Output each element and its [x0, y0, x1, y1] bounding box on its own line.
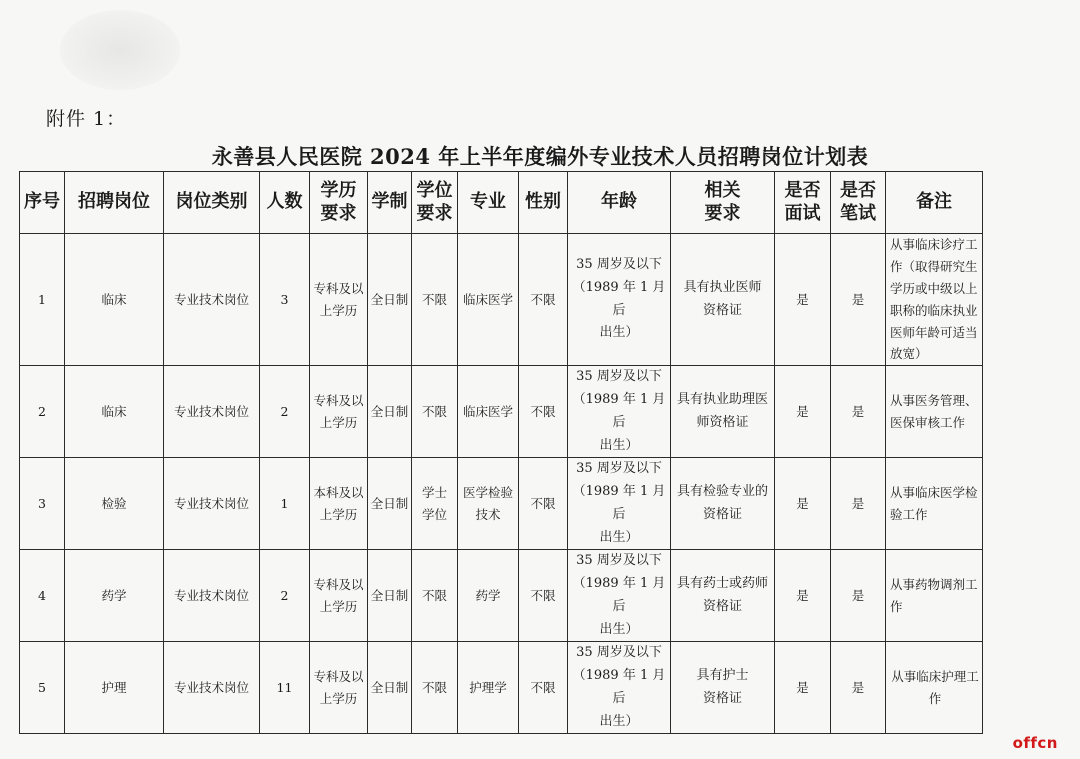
cell-exam: 是 — [831, 234, 886, 366]
header-note: 备注 — [886, 172, 983, 234]
cell-interview: 是 — [775, 234, 831, 366]
cell-gender: 不限 — [519, 234, 568, 366]
cell-qualification: 具有药士或药师 资格证 — [671, 550, 775, 642]
cell-gender: 不限 — [519, 550, 568, 642]
header-interview: 是否 面试 — [775, 172, 831, 234]
table-row — [20, 366, 983, 458]
cell-category: 专业技术岗位 — [164, 366, 260, 458]
cell-note: 从事临床诊疗工作（取得研究生学历或中级以上职称的临床执业医师年龄可适当放宽） — [886, 234, 983, 366]
cell-position: 检验 — [65, 458, 164, 550]
cell-category: 专业技术岗位 — [164, 234, 260, 366]
cell-gender: 不限 — [519, 642, 568, 734]
cell-major: 医学检验 技术 — [458, 458, 519, 550]
cell-note: 从事药物调剂工作 — [886, 550, 983, 642]
cell-major: 临床医学 — [458, 366, 519, 458]
cell-education: 专科及以 上学历 — [310, 366, 368, 458]
cell-position: 药学 — [65, 550, 164, 642]
cell-age: 35 周岁及以下 （1989 年 1 月后 出生） — [568, 642, 671, 734]
cell-seq: 5 — [20, 642, 65, 734]
header-major: 专业 — [458, 172, 519, 234]
cell-degree: 不限 — [412, 550, 458, 642]
header-system: 学制 — [368, 172, 412, 234]
cell-education: 本科及以 上学历 — [310, 458, 368, 550]
cell-degree: 不限 — [412, 234, 458, 366]
cell-age: 35 周岁及以下 （1989 年 1 月后 出生） — [568, 366, 671, 458]
cell-count: 1 — [260, 458, 310, 550]
cell-exam: 是 — [831, 366, 886, 458]
cell-degree: 不限 — [412, 642, 458, 734]
header-exam: 是否 笔试 — [831, 172, 886, 234]
header-qualification: 相关 要求 — [671, 172, 775, 234]
cell-interview: 是 — [775, 366, 831, 458]
table-row — [20, 550, 983, 642]
header-position: 招聘岗位 — [65, 172, 164, 234]
cell-seq: 2 — [20, 366, 65, 458]
document-title: 永善县人民医院 2024 年上半年度编外专业技术人员招聘岗位计划表 — [211, 144, 869, 169]
cell-system: 全日制 — [368, 642, 412, 734]
cell-degree: 学士 学位 — [412, 458, 458, 550]
table-row — [20, 234, 983, 366]
cell-qualification: 具有执业助理医 师资格证 — [671, 366, 775, 458]
cell-count: 2 — [260, 366, 310, 458]
cell-system: 全日制 — [368, 366, 412, 458]
cell-interview: 是 — [775, 458, 831, 550]
cell-system: 全日制 — [368, 550, 412, 642]
cell-position: 临床 — [65, 366, 164, 458]
cell-major: 临床医学 — [458, 234, 519, 366]
cell-exam: 是 — [831, 550, 886, 642]
cell-system: 全日制 — [368, 234, 412, 366]
cell-system: 全日制 — [368, 458, 412, 550]
cell-education: 专科及以 上学历 — [310, 642, 368, 734]
table-row — [20, 458, 983, 550]
table-row — [20, 642, 983, 734]
cell-age: 35 周岁及以下 （1989 年 1 月后 出生） — [568, 458, 671, 550]
cell-note: 从事临床医学检验工作 — [886, 458, 983, 550]
cell-age: 35 周岁及以下 （1989 年 1 月后 出生） — [568, 550, 671, 642]
cell-position: 临床 — [65, 234, 164, 366]
recruitment-plan-table — [19, 171, 983, 734]
cell-category: 专业技术岗位 — [164, 550, 260, 642]
cell-exam: 是 — [831, 642, 886, 734]
header-seq: 序号 — [20, 172, 65, 234]
cell-seq: 1 — [20, 234, 65, 366]
cell-exam: 是 — [831, 458, 886, 550]
cell-count: 3 — [260, 234, 310, 366]
header-row — [20, 172, 983, 234]
cell-age: 35 周岁及以下 （1989 年 1 月后 出生） — [568, 234, 671, 366]
offcn-watermark: offcn — [1012, 734, 1058, 752]
cell-position: 护理 — [65, 642, 164, 734]
cell-major: 护理学 — [458, 642, 519, 734]
header-age: 年龄 — [568, 172, 671, 234]
header-count: 人数 — [260, 172, 310, 234]
cell-education: 专科及以 上学历 — [310, 234, 368, 366]
cell-gender: 不限 — [519, 366, 568, 458]
cell-count: 2 — [260, 550, 310, 642]
cell-category: 专业技术岗位 — [164, 642, 260, 734]
cell-seq: 3 — [20, 458, 65, 550]
cell-qualification: 具有检验专业的 资格证 — [671, 458, 775, 550]
cell-gender: 不限 — [519, 458, 568, 550]
header-gender: 性别 — [519, 172, 568, 234]
cell-interview: 是 — [775, 642, 831, 734]
cell-count: 11 — [260, 642, 310, 734]
cell-seq: 4 — [20, 550, 65, 642]
cell-education: 专科及以 上学历 — [310, 550, 368, 642]
cell-interview: 是 — [775, 550, 831, 642]
header-education: 学历 要求 — [310, 172, 368, 234]
cell-major: 药学 — [458, 550, 519, 642]
cell-qualification: 具有护士 资格证 — [671, 642, 775, 734]
cell-note: 从事医务管理、医保审核工作 — [886, 366, 983, 458]
cell-note: 从事临床护理工作 — [886, 642, 983, 734]
attachment-label: 附件 1： — [46, 108, 127, 130]
cell-degree: 不限 — [412, 366, 458, 458]
header-degree: 学位 要求 — [412, 172, 458, 234]
cell-qualification: 具有执业医师 资格证 — [671, 234, 775, 366]
cell-category: 专业技术岗位 — [164, 458, 260, 550]
header-category: 岗位类别 — [164, 172, 260, 234]
scan-smudge — [60, 10, 180, 90]
